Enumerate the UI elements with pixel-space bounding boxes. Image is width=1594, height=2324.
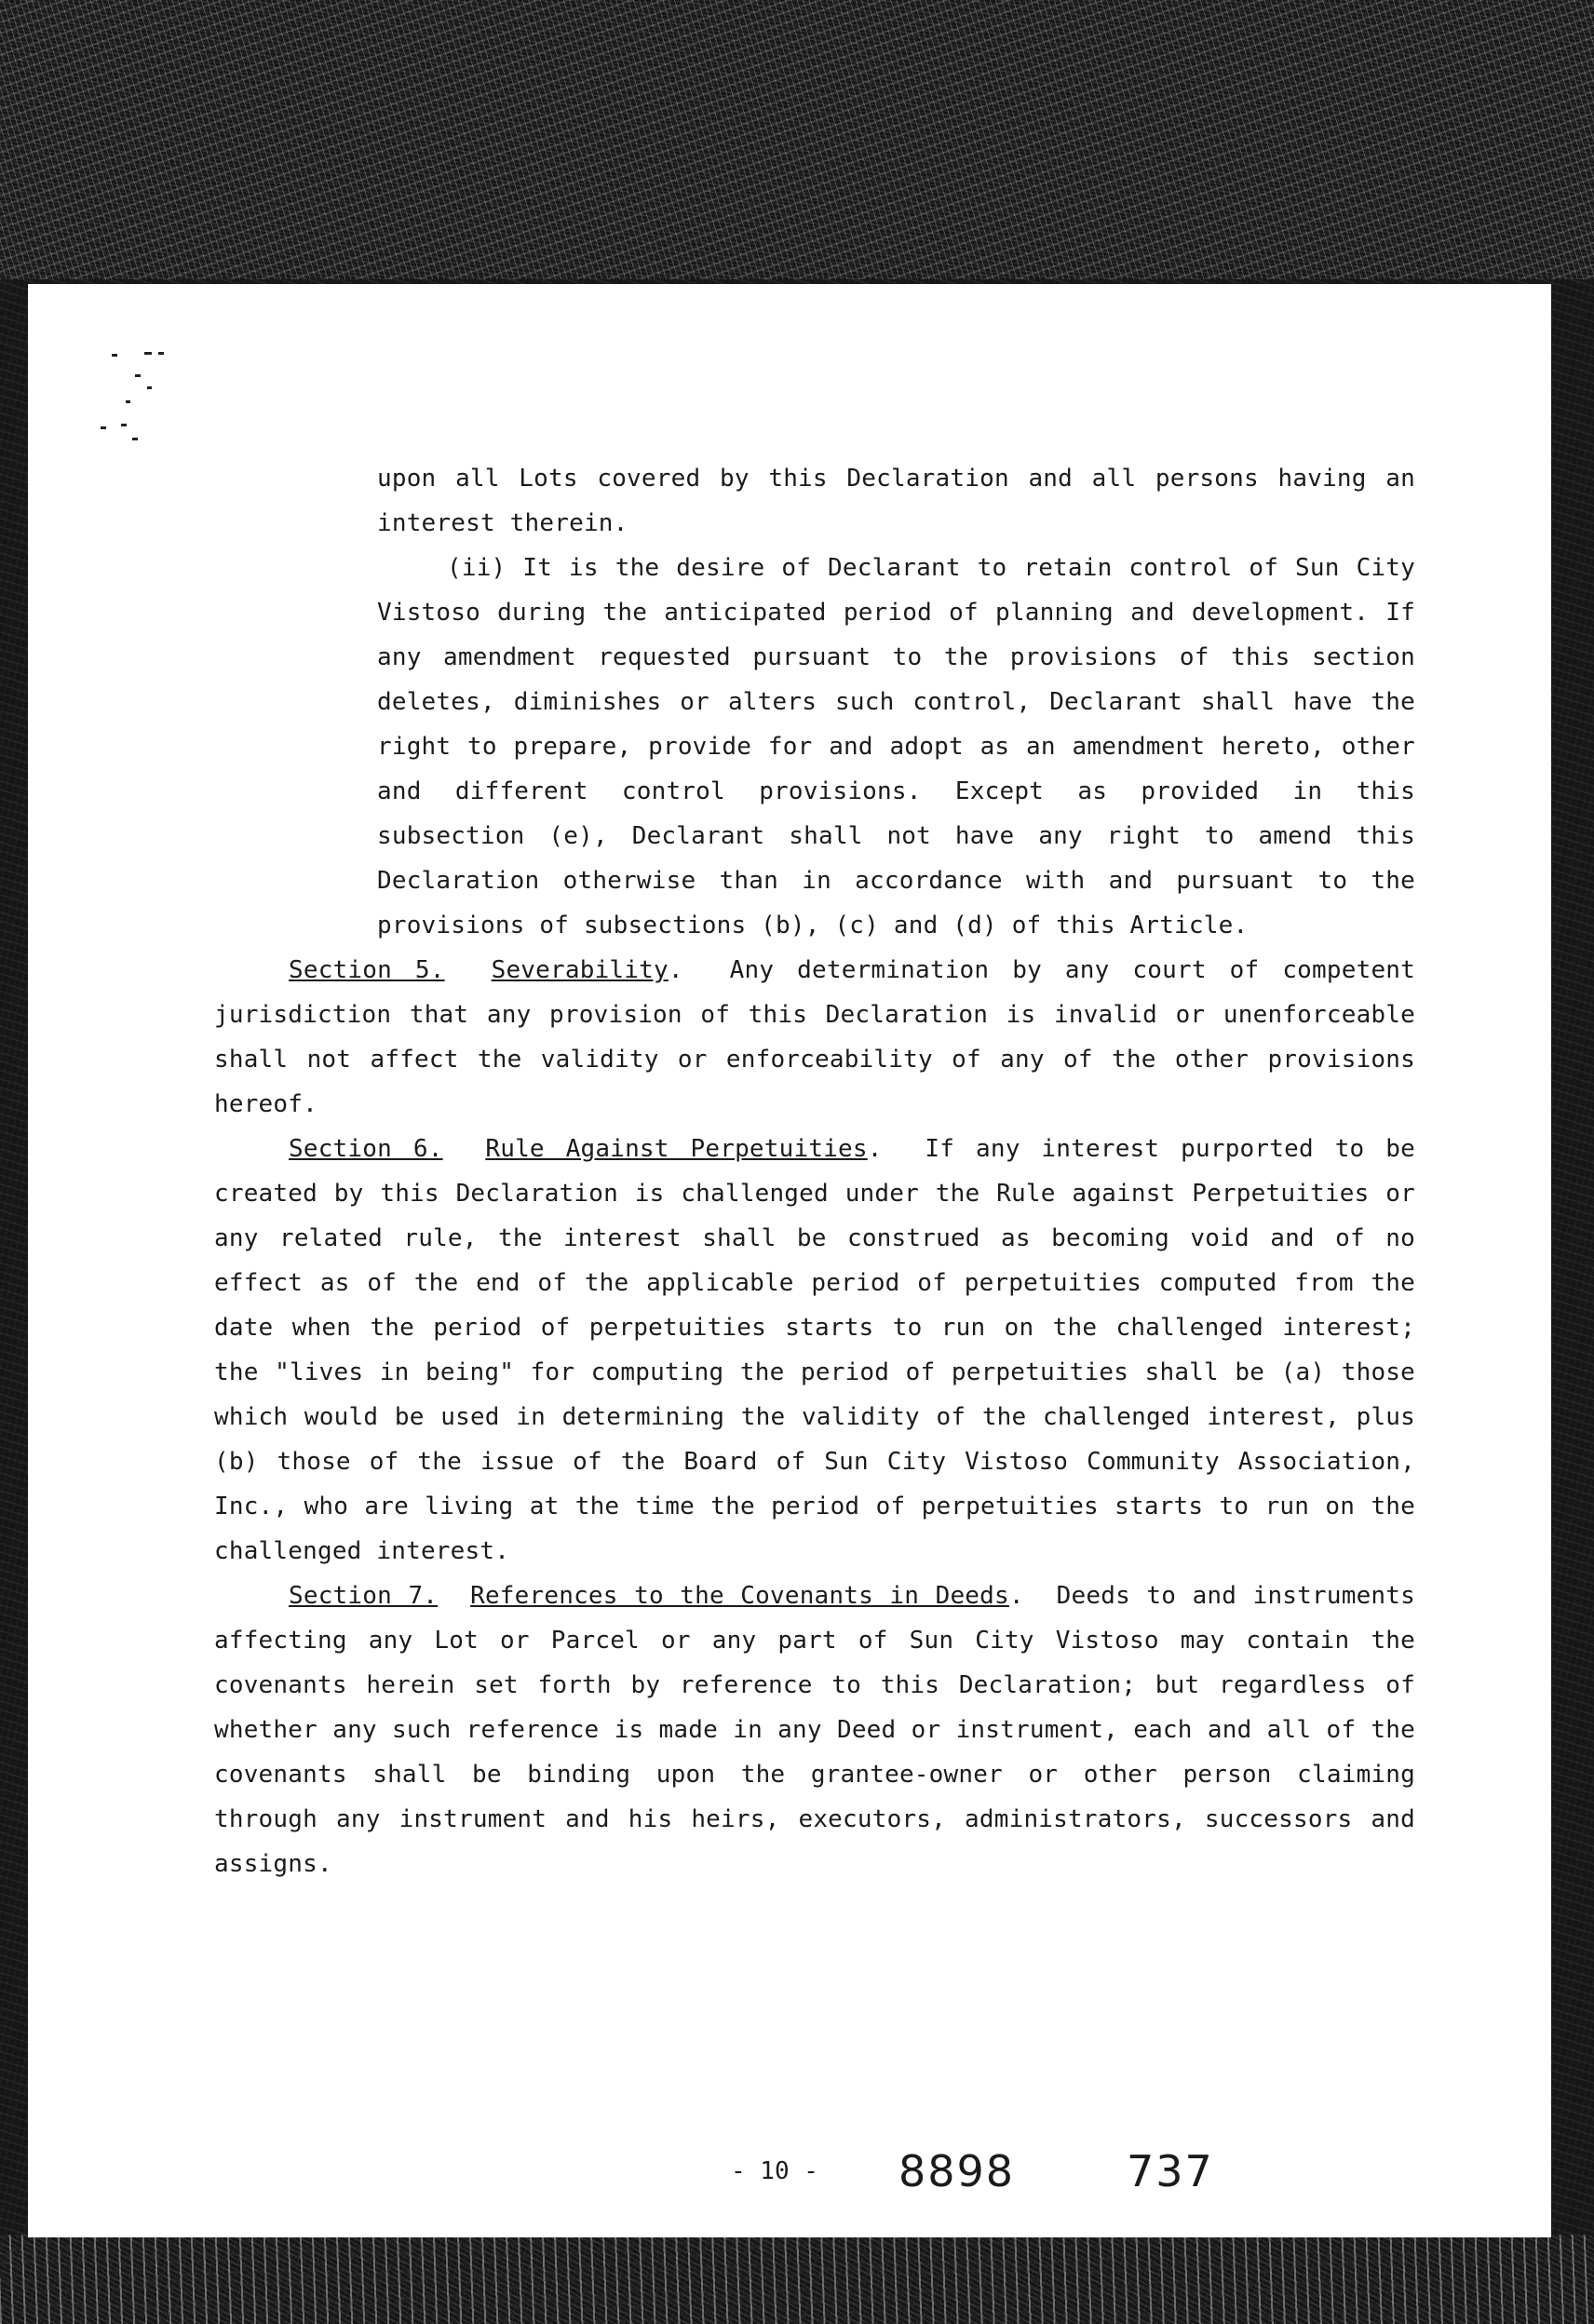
scan-noise-top <box>0 0 1594 279</box>
document-page <box>28 284 1551 2237</box>
scan-noise-bottom <box>0 2235 1594 2324</box>
section-6-title: Rule Against Perpetuities <box>485 1135 868 1163</box>
section-6-body: If any interest purported to be created by this Declaration is challenged under the Rule against Perpetuities or any related rule, the interest shall be construed as becoming void and of no effect as of the end of the applicable period of perpetuities computed from the date when the period of perpetuities starts to run on the challenged interest; the "lives in being" for computing the period of perpetuities shall be (a) those which would be used in determining the validity of the challenged interest, plus (b) those of the issue of the Board of Sun City Vistoso Community Association, Inc., who are living at the time the period of perpetuities starts to run on the challenged interest. <box>214 1135 1415 1565</box>
section-5-number: Section 5. <box>289 956 445 984</box>
section-7-body: Deeds to and instruments affecting any Lot or Parcel or any part of Sun City Vistoso may contain the covenants herein set forth by reference to this Declaration; but regardless of whether any such reference is made in any Deed or instrument, each and all of the covenants shall be binding upon the grantee-owner or other person claiming through any instrument and his heirs, executors, administrators, successors and assigns. <box>214 1582 1415 1878</box>
speck <box>112 354 117 357</box>
section-5-body: Any determination by any court of competent jurisdiction that any provision of this Declaration is invalid or unenforceable shall not affect the validity or enforceability of any of the other provisions hereof. <box>214 956 1415 1118</box>
speck <box>147 386 152 389</box>
docket-stamp: 8898 <box>898 2146 1016 2196</box>
speck <box>144 352 152 355</box>
speck <box>135 374 141 377</box>
page-number: - 10 - <box>731 2157 818 2185</box>
speck <box>132 438 138 440</box>
document-body <box>214 456 1415 1886</box>
speck <box>126 400 130 403</box>
page-footer <box>28 2146 1551 2202</box>
subsection-ii: (ii) It is the desire of Declarant to retain control of Sun City Vistoso during the anticipated period of planning and development. If any amendment requested pursuant to the provisions of this section deletes, diminishes or alters such control, Declarant shall have the right to prepare, provide for and adopt as an amendment hereto, other and different control provisions. Except as provided in this subsection (e), Declarant shall not have any right to amend this Declaration otherwise than in accordance with and pursuant to the provisions of subsections (b), (c) and (d) of this Article. <box>377 554 1415 939</box>
speck <box>158 352 164 355</box>
section-5: Section 5. Severability. Any determination by any court of competent jurisdiction that any provision of this Declaration is invalid or unenforceable shall not affect the validity or enforceability of any of the other provisions hereof. <box>214 956 1415 1118</box>
section-7: Section 7. References to the Covenants in Deeds. Deeds to and instruments affecting any Lot or Parcel or any part of Sun City Vistoso may contain the covenants herein set forth by reference to this Declaration; but regardless of whether any such reference is made in any Deed or instrument, each and all of the covenants shall be binding upon the grantee-owner or other person claiming through any instrument and his heirs, executors, administrators, successors and assigns. <box>214 1582 1415 1878</box>
continued-paragraph: upon all Lots covered by this Declaration and all persons having an interest therein. <box>377 465 1415 537</box>
section-6-number: Section 6. <box>289 1135 443 1163</box>
speck <box>121 424 127 426</box>
section-6: Section 6. Rule Against Perpetuities. If any interest purported to be created by this Declaration is challenged under the Rule against Perpetuities or any related rule, the interest shall be construed as becoming void and of no effect as of the end of the applicable period of perpetuities computed from the date when the period of perpetuities starts to run on the challenged interest; the "lives in being" for computing the period of perpetuities shall be (a) those which would be used in determining the validity of the challenged interest, plus (b) those of the issue of the Board of Sun City Vistoso Community Association, Inc., who are living at the time the period of perpetuities starts to run on the challenged interest. <box>214 1135 1415 1565</box>
speck <box>101 426 106 429</box>
section-7-title: References to the Covenants in Deeds <box>470 1582 1009 1610</box>
scan-specks <box>93 345 177 456</box>
page-stamp: 737 <box>1127 2146 1214 2196</box>
section-5-title: Severability <box>491 956 669 984</box>
section-7-number: Section 7. <box>289 1582 439 1610</box>
